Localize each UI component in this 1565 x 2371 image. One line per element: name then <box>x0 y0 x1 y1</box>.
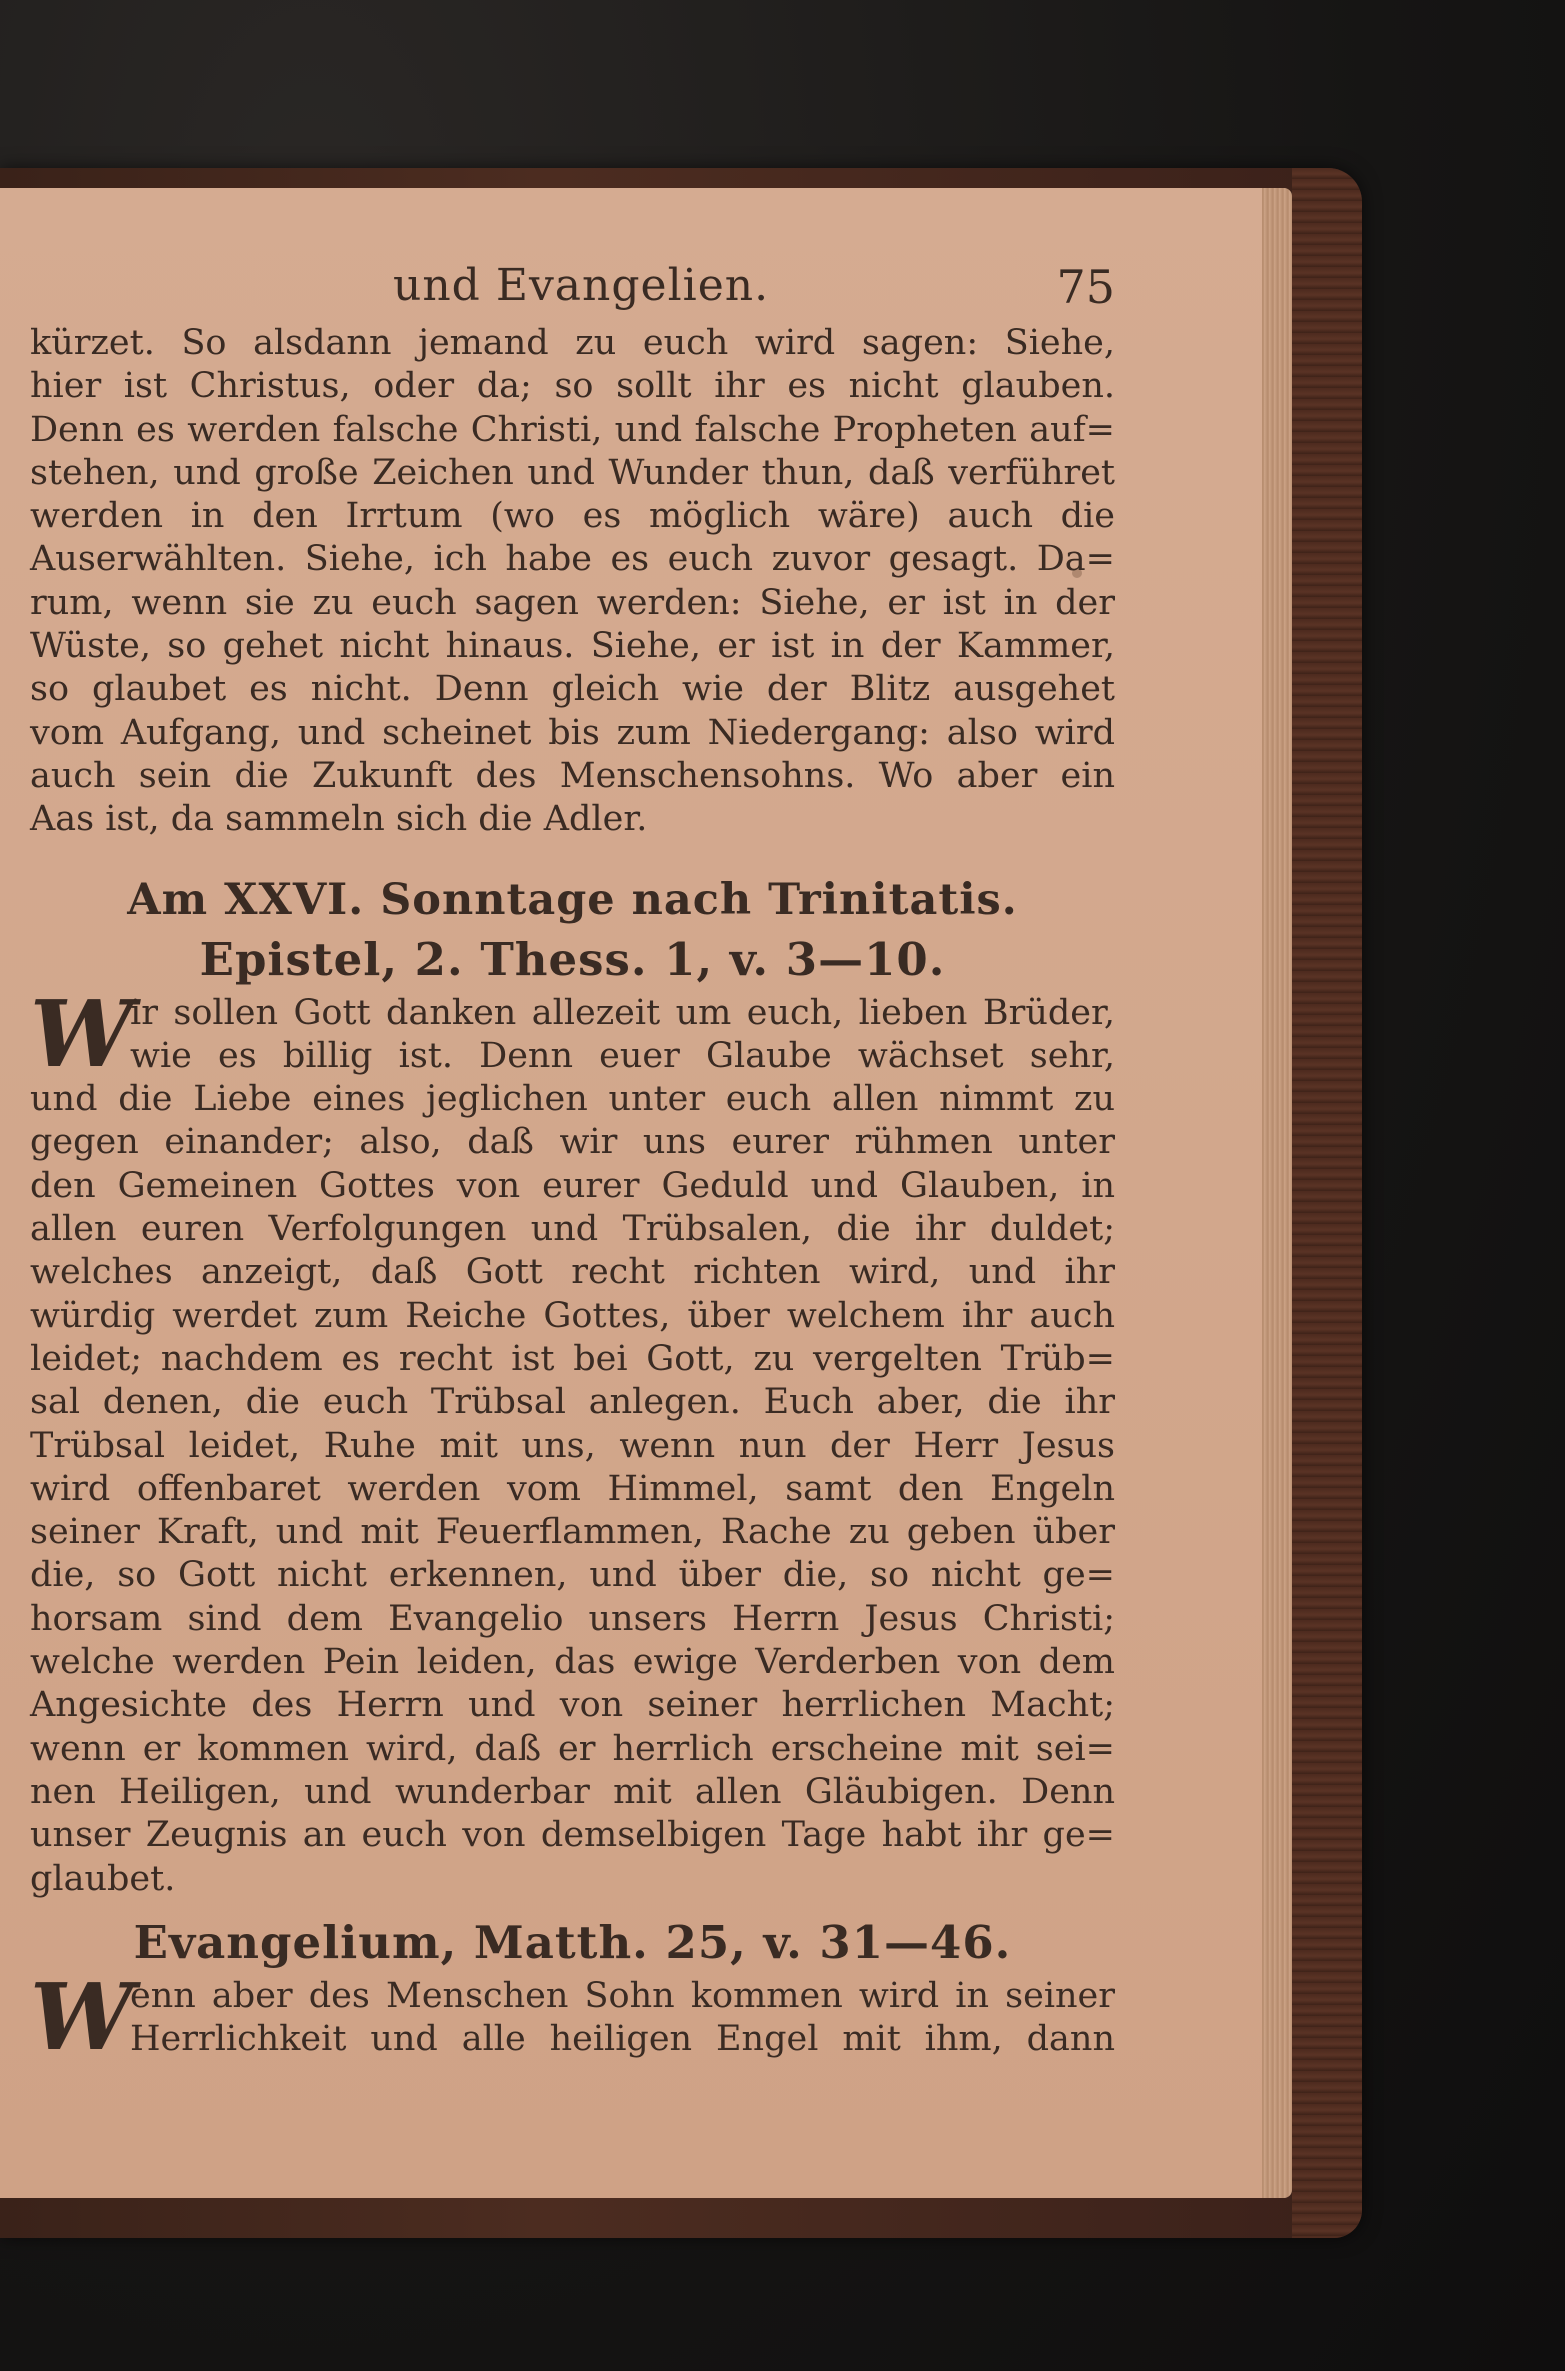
text-line: den Gemeinen Gottes von eurer Geduld und Glauben, in <box>30 1165 1115 1206</box>
text-line: leidet; nachdem es recht ist bei Gott, zu vergelten Trüb= <box>30 1338 1115 1379</box>
text-line: allen euren Verfolgungen und Trübsalen, die ihr duldet; <box>30 1209 1115 1250</box>
text-line: welches anzeigt, daß Gott recht richten wird, und ihr <box>30 1252 1115 1293</box>
gospel-paragraph <box>30 1962 1115 2071</box>
intro-paragraph <box>30 322 1115 842</box>
epistle-heading: Epistel, 2. Thess. 1, v. 3—10. <box>199 932 946 986</box>
text-line: Herrlichkeit und alle heiligen Engel mit ihm, dann <box>130 2019 1115 2060</box>
text-line: unser Zeugnis an euch von demselbigen Tage habt ihr ge= <box>30 1815 1115 1856</box>
text-line: Angesichte des Herrn und von seiner herrlichen Macht; <box>30 1685 1115 1726</box>
drop-cap: W <box>30 1962 134 2071</box>
text-line: werden in den Irrtum (wo es möglich wäre) auch die <box>30 496 1115 537</box>
text-line: wird offenbaret werden vom Himmel, samt den Engeln <box>30 1468 1115 1509</box>
running-head <box>30 260 1115 316</box>
text-line: Auserwählten. Siehe, ich habe es euch zuvor gesagt. Da= <box>30 539 1115 580</box>
text-line: seiner Kraft, und mit Feuerflammen, Rache zu geben über <box>30 1512 1115 1553</box>
text-line: Aas ist, da sammeln sich die Adler. <box>30 799 648 840</box>
text-line: Trübsal leidet, Ruhe mit uns, wenn nun der Herr Jesus <box>30 1425 1115 1466</box>
text-line: ir sollen Gott danken allezeit um euch, lieben Brüder, <box>130 992 1115 1033</box>
drop-cap: W <box>30 979 134 1088</box>
book-spine <box>1292 168 1362 2238</box>
text-line: glaubet. <box>30 1858 176 1899</box>
text-line: die, so Gott nicht erkennen, und über die, so nicht ge= <box>30 1555 1115 1596</box>
text-line: gegen einander; also, daß wir uns eurer rühmen unter <box>30 1122 1115 1163</box>
text-line: horsam sind dem Evangelio unsers Herrn Jesus Christi; <box>30 1598 1115 1639</box>
page-content <box>30 260 1115 2071</box>
epistle-paragraph <box>30 979 1115 1901</box>
running-title: und Evangelien. <box>393 260 770 311</box>
text-line: sal denen, die euch Trübsal anlegen. Euch aber, die ihr <box>30 1382 1115 1423</box>
page-number: 75 <box>1056 260 1115 314</box>
text-line: nen Heiligen, und wunderbar mit allen Gläubigen. Denn <box>30 1771 1115 1812</box>
text-line: wie es billig ist. Denn euer Glaube wächset sehr, <box>130 1035 1115 1076</box>
text-line: hier ist Christus, oder da; so sollt ihr es nicht glauben. <box>30 366 1115 407</box>
text-line: wenn er kommen wird, daß er herrlich erscheine mit sei= <box>30 1728 1115 1769</box>
book-page <box>0 188 1262 2198</box>
text-line: Wüste, so gehet nicht hinaus. Siehe, er ist in der Kammer, <box>30 626 1115 667</box>
text-line: rum, wenn sie zu euch sagen werden: Siehe, er ist in der <box>30 582 1115 623</box>
text-line: so glaubet es nicht. Denn gleich wie der Blitz ausgehet <box>30 669 1115 710</box>
text-line: und die Liebe eines jeglichen unter euch allen nimmt zu <box>30 1079 1115 1120</box>
text-line: stehen, und große Zeichen und Wunder thun, daß verführet <box>30 452 1115 493</box>
text-line: würdig werdet zum Reiche Gottes, über welchem ihr auch <box>30 1295 1115 1336</box>
text-line: welche werden Pein leiden, das ewige Verderben von dem <box>30 1642 1115 1683</box>
text-line: vom Aufgang, und scheinet bis zum Niedergang: also wird <box>30 712 1115 753</box>
text-line: Denn es werden falsche Christi, und falsche Propheten auf= <box>30 409 1115 450</box>
text-line: enn aber des Menschen Sohn kommen wird in seiner <box>130 1975 1115 2016</box>
gospel-heading: Evangelium, Matth. 25, v. 31—46. <box>133 1915 1012 1969</box>
text-line: auch sein die Zukunft des Menschensohns. Wo aber ein <box>30 755 1115 796</box>
section-heading: Am XXVI. Sonntage nach Trinitatis. <box>127 874 1018 925</box>
text-line: kürzet. So alsdann jemand zu euch wird sagen: Siehe, <box>30 323 1115 363</box>
